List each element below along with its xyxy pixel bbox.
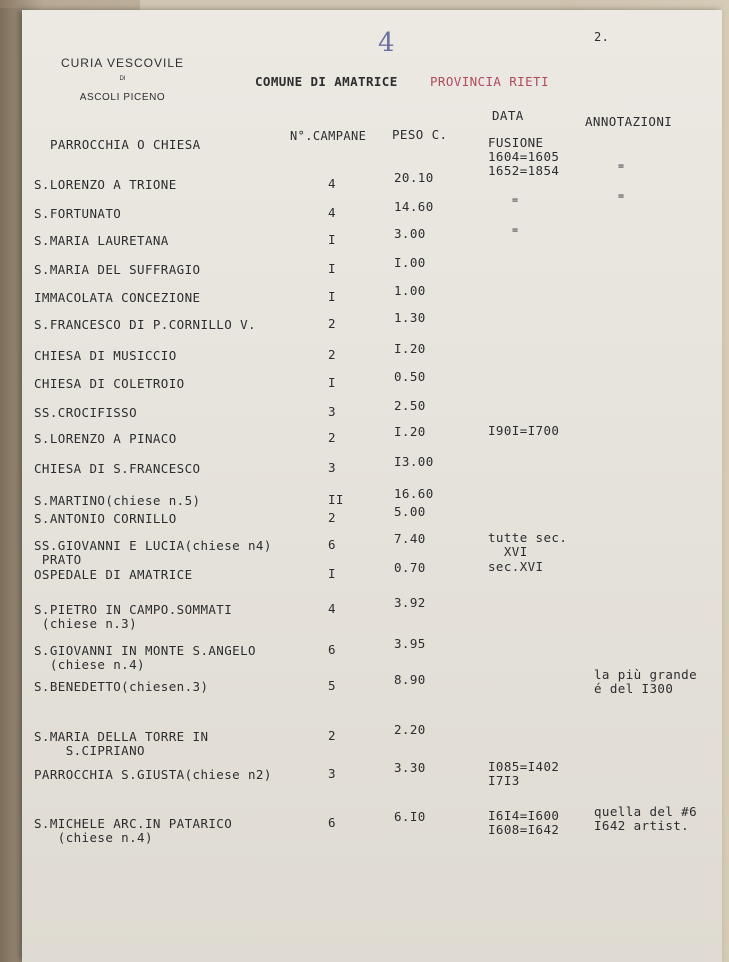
annotation: la più grande é del I300 — [594, 667, 698, 696]
bell-weight: I.00 — [394, 255, 426, 270]
parish-name: S.MICHELE ARC.IN PATARICO (chiese n.4) — [34, 816, 233, 845]
parish-name: S.BENEDETTO(chiesen.3) — [34, 679, 209, 694]
bell-weight: 2.20 — [394, 722, 426, 737]
provincia-title: PROVINCIA RIETI — [430, 74, 549, 89]
bell-count: I — [328, 289, 336, 304]
bell-count: 4 — [328, 601, 336, 616]
bell-weight: 1.00 — [394, 283, 426, 298]
bell-count: 5 — [328, 678, 336, 693]
bell-weight: 3.92 — [394, 595, 426, 610]
fusion-date: tutte sec. XVI — [488, 530, 568, 559]
parish-name: PARROCCHIA S.GIUSTA(chiese n2) — [34, 767, 272, 782]
bell-weight: 0.50 — [394, 369, 426, 384]
bell-count: 3 — [328, 766, 336, 781]
parish-name: CHIESA DI COLETROIO — [34, 376, 185, 391]
bell-count: I — [328, 232, 336, 247]
parish-name: SS.GIOVANNI E LUCIA(chiese n4) PRATO — [34, 538, 272, 567]
bell-weight: I.20 — [394, 424, 426, 439]
fusion-date: = — [512, 225, 519, 236]
bell-count: 4 — [328, 205, 336, 220]
parish-name: IMMACOLATA CONCEZIONE — [34, 290, 201, 305]
col-header-fusione: FUSIONE — [488, 135, 544, 150]
parish-name: CHIESA DI MUSICCIO — [34, 348, 177, 363]
fusion-date: I90I=I700 — [488, 423, 560, 438]
bell-weight: 6.I0 — [394, 809, 426, 824]
annotation: = — [618, 161, 625, 172]
bell-count: 3 — [328, 404, 336, 419]
bell-count: I — [328, 566, 336, 581]
col-header-peso: PESO C. — [392, 127, 448, 142]
col-header-data: DATA — [492, 108, 524, 123]
handwritten-page-number: 4 — [378, 28, 395, 58]
parish-name: S.ANTONIO CORNILLO — [34, 511, 177, 526]
fusion-date: I085=I402 I7I3 — [488, 759, 560, 788]
parish-name: SS.CROCIFISSO — [34, 405, 138, 420]
bell-count: 2 — [328, 510, 336, 525]
parish-name: S.LORENZO A PINACO — [34, 431, 177, 446]
fusion-date: sec.XVI — [488, 559, 544, 574]
bell-count: 3 — [328, 460, 336, 475]
bell-weight: 3.30 — [394, 760, 426, 775]
bell-weight: 14.60 — [394, 199, 434, 214]
bell-weight: I.20 — [394, 341, 426, 356]
bell-weight: 7.40 — [394, 531, 426, 546]
parish-name: S.LORENZO A TRIONE — [34, 177, 177, 192]
parish-name: S.MARIA DELLA TORRE IN S.CIPRIANO — [34, 729, 209, 758]
fusion-date: 1604=1605 1652=1854 — [488, 149, 560, 178]
bell-weight: 0.70 — [394, 560, 426, 575]
parish-name: CHIESA DI S.FRANCESCO — [34, 461, 201, 476]
bell-count: 2 — [328, 728, 336, 743]
bell-weight: 20.10 — [394, 170, 434, 185]
parish-name: S.MARIA LAURETANA — [34, 233, 169, 248]
bell-count: 4 — [328, 176, 336, 191]
bell-weight: 1.30 — [394, 310, 426, 325]
parish-name: S.GIOVANNI IN MONTE S.ANGELO (chiese n.4) — [34, 643, 256, 672]
bell-count: 2 — [328, 430, 336, 445]
col-header-parrocchia: PARROCCHIA O CHIESA — [50, 137, 201, 152]
bell-count: 2 — [328, 316, 336, 331]
bell-weight: 3.00 — [394, 226, 426, 241]
annotation: = — [618, 191, 625, 202]
corner-mark: 2. — [594, 30, 610, 44]
bell-weight: 8.90 — [394, 672, 426, 687]
comune-title: COMUNE DI AMATRICE — [255, 74, 398, 89]
bell-weight: I3.00 — [394, 454, 434, 469]
col-header-campane: N°.CAMPANE — [290, 129, 367, 143]
bell-count: I — [328, 375, 336, 390]
parish-name: S.MARTINO(chiese n.5) — [34, 493, 201, 508]
parish-name: S.FORTUNATO — [34, 206, 122, 221]
parish-name: OSPEDALE DI AMATRICE — [34, 567, 193, 582]
parish-name: S.FRANCESCO DI P.CORNILLO V. — [34, 317, 256, 332]
document-page — [22, 10, 722, 962]
fusion-date: = — [512, 195, 519, 206]
bell-count: II — [328, 492, 344, 507]
bell-count: 6 — [328, 642, 336, 657]
bell-count: 2 — [328, 347, 336, 362]
parish-name: S.MARIA DEL SUFFRAGIO — [34, 262, 201, 277]
bell-weight: 16.60 — [394, 486, 434, 501]
annotation: quella del #6 I642 artist. — [594, 804, 698, 833]
bell-weight: 3.95 — [394, 636, 426, 651]
parish-name: S.PIETRO IN CAMPO.SOMMATI (chiese n.3) — [34, 602, 233, 631]
bell-count: 6 — [328, 815, 336, 830]
bell-weight: 2.50 — [394, 398, 426, 413]
col-header-annotazioni: ANNOTAZIONI — [585, 114, 673, 129]
bell-weight: 5.00 — [394, 504, 426, 519]
bell-count: I — [328, 261, 336, 276]
fusion-date: I6I4=I600 I608=I642 — [488, 808, 560, 837]
curia-city: ASCOLI PICENO — [79, 92, 166, 103]
curia-di: DI — [119, 76, 126, 82]
curia-title: CURIA VESCOVILE — [60, 56, 185, 70]
bell-count: 6 — [328, 537, 336, 552]
